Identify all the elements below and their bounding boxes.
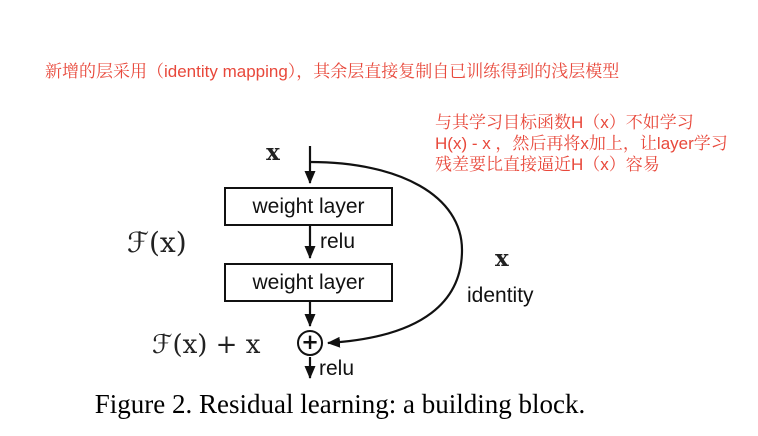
annotation-side-note-line3: 残差要比直接逼近H（x）容易 xyxy=(435,155,660,174)
sum-output-label: ℱ(x) + x xyxy=(152,330,261,360)
sum-node-plus-icon xyxy=(297,330,323,356)
residual-function-label: ℱ(x) xyxy=(127,226,187,259)
annotation-top-note: 新增的层采用（identity mapping），其余层直接复制自已训练得到的浅层模型 xyxy=(45,62,620,81)
relu-between-label: relu xyxy=(320,230,356,253)
weight-layer-box-top-label: weight layer xyxy=(252,195,365,218)
skip-x-label: x xyxy=(495,245,509,272)
weight-layer-box-bottom-label: weight layer xyxy=(252,271,365,294)
plus-glyph: + xyxy=(301,330,319,354)
annotation-side-note-line2: H(x) - x ，然后再将x加上，让layer学习 xyxy=(435,134,728,153)
relu-output-label: relu xyxy=(319,357,355,380)
figure-caption: Figure 2. Residual learning: a building block. xyxy=(94,389,586,419)
annotation-side-note-line1: 与其学习目标函数H（x）不如学习 xyxy=(435,113,694,132)
weight-layer-box-top xyxy=(224,187,393,226)
skip-identity-label: identity xyxy=(467,284,534,307)
weight-layer-box-bottom xyxy=(224,263,393,302)
input-x-label: x xyxy=(266,139,280,166)
